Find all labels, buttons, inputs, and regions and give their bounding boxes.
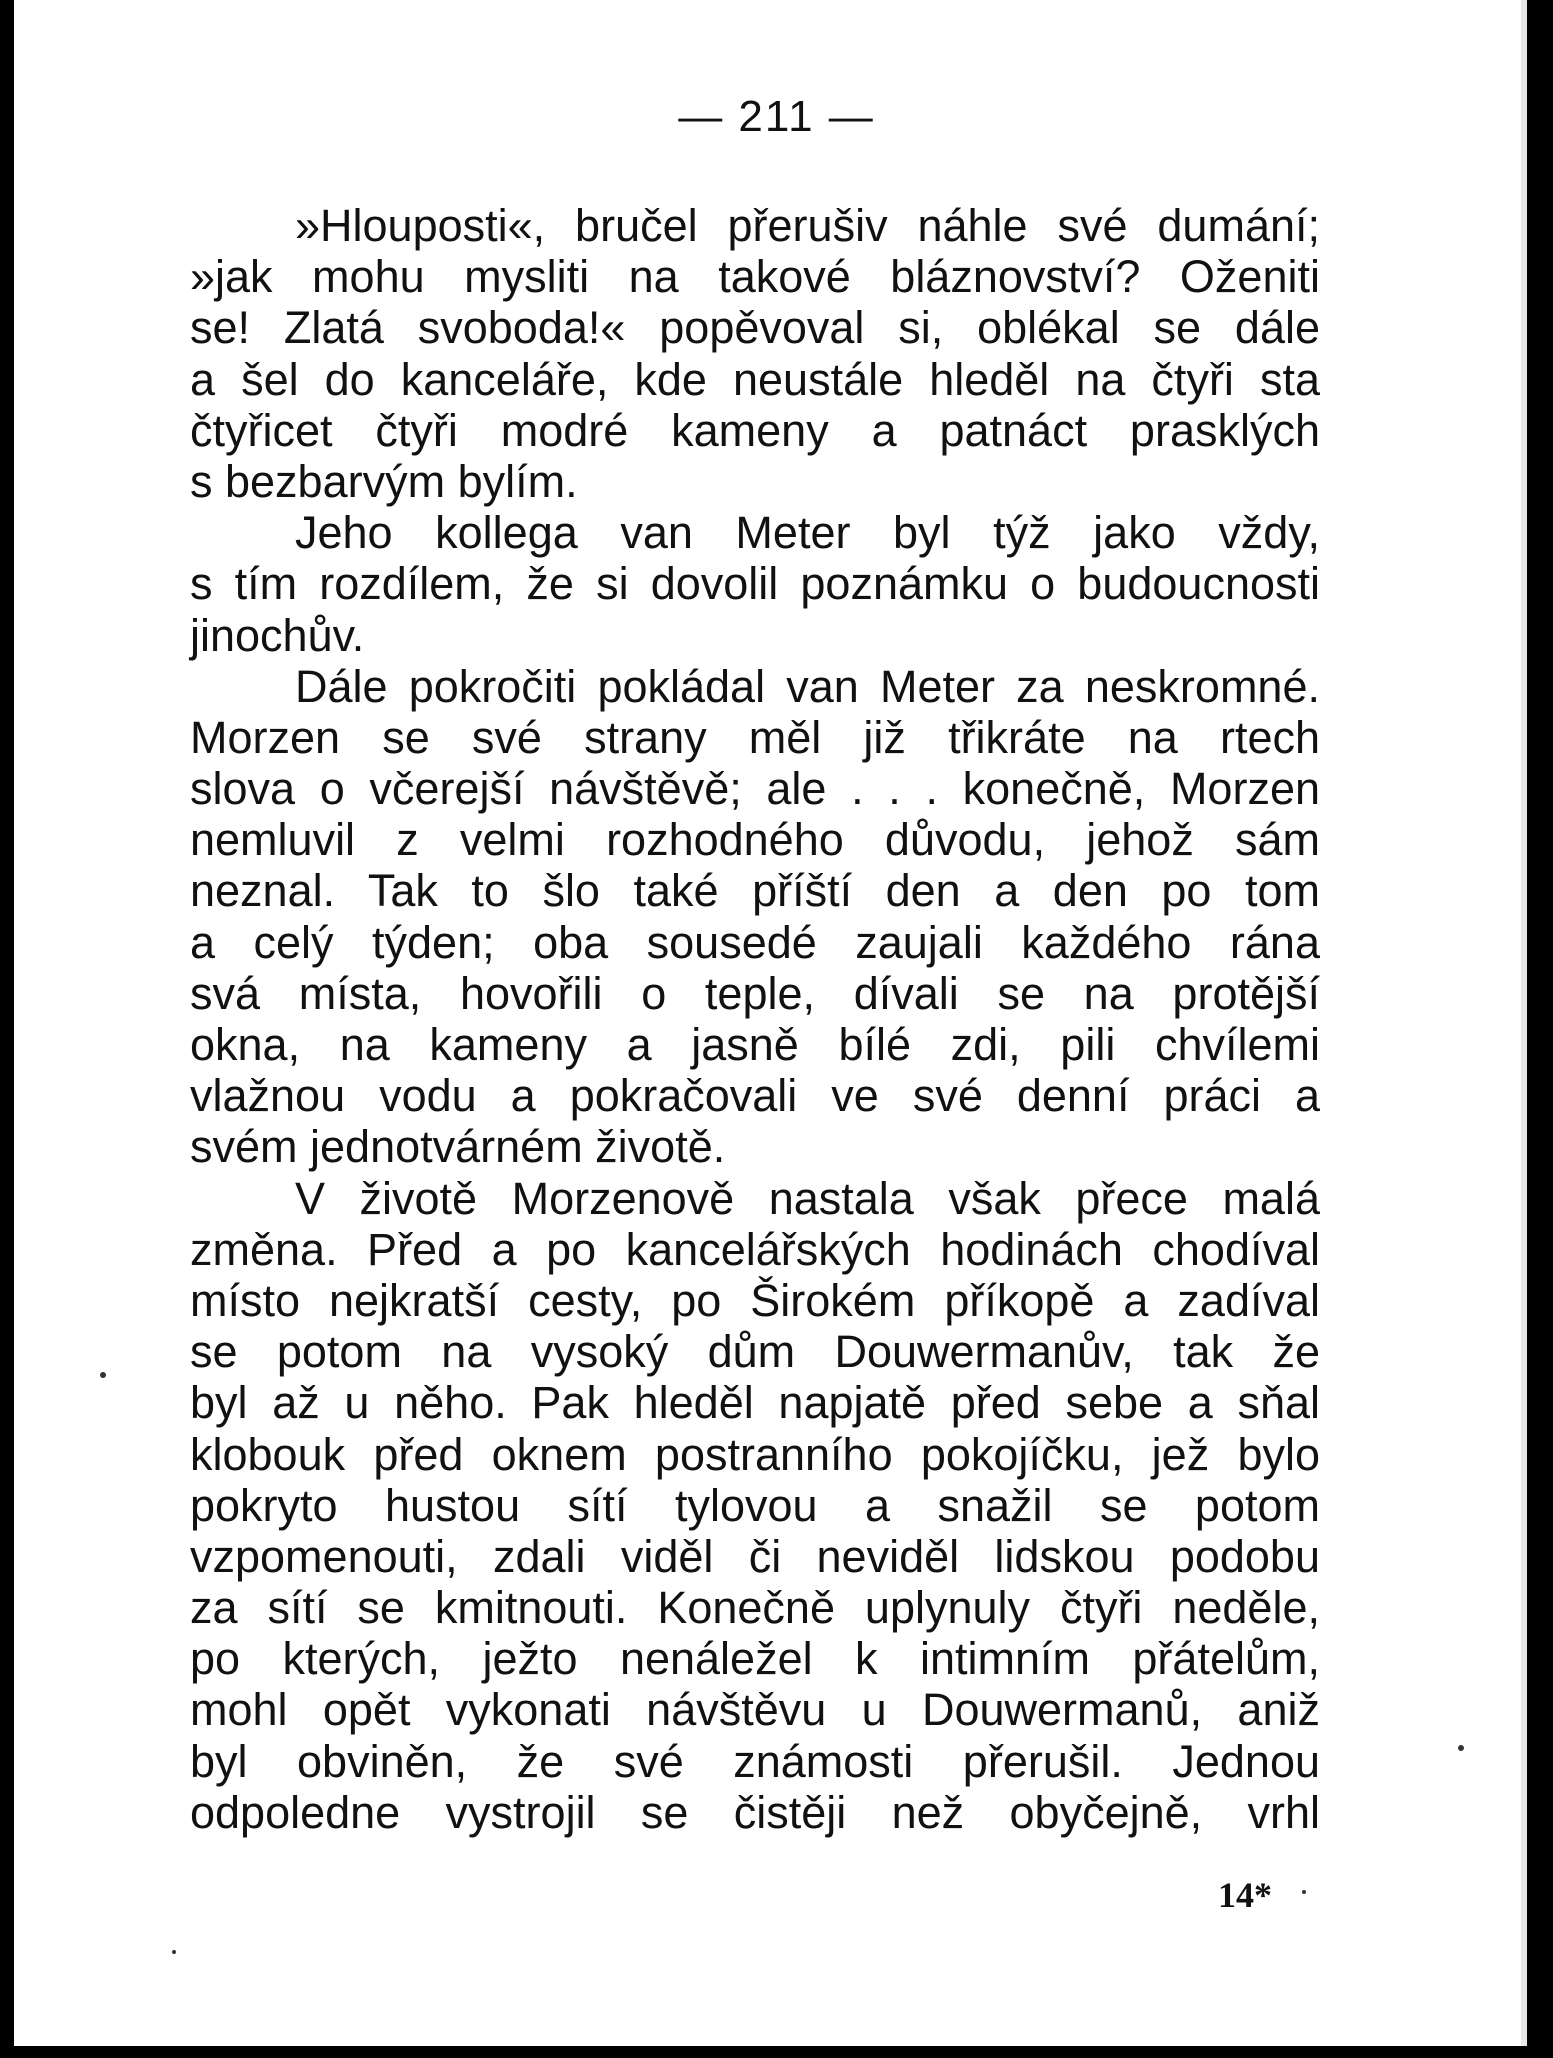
text-line bbox=[190, 1736, 1320, 1787]
line-text: místo nejkratší cesty, po Širokém příkopě a zadíval bbox=[190, 1274, 1320, 1326]
scan-border-bottom bbox=[0, 2046, 1553, 2058]
text-line bbox=[190, 1070, 1320, 1121]
scan-speck bbox=[100, 1372, 106, 1378]
line-text: svá místa, hovořili o teple, dívali se na protější bbox=[190, 967, 1320, 1019]
text-line bbox=[190, 1582, 1320, 1633]
text-line bbox=[190, 1377, 1320, 1428]
line-text: vlažnou vodu a pokračovali ve své denní práci a bbox=[190, 1070, 1320, 1122]
line-text: pokryto hustou sítí tylovou a snažil se potom bbox=[190, 1479, 1320, 1531]
text-line bbox=[190, 661, 1320, 712]
text-line bbox=[190, 917, 1320, 968]
line-text: V životě Morzenově nastala však přece malá bbox=[295, 1172, 1320, 1224]
line-text: nemluvil z velmi rozhodného důvodu, jehož sám bbox=[190, 814, 1320, 866]
line-text: se! Zlatá svoboda!« popěvoval si, oblékal se dále bbox=[190, 302, 1320, 354]
body-text bbox=[190, 200, 1320, 1838]
line-text: Dále pokročiti pokládal van Meter za neskromné. bbox=[295, 660, 1320, 712]
line-text: čtyřicet čtyři modré kameny a patnáct prasklých bbox=[190, 404, 1320, 456]
text-line bbox=[190, 814, 1320, 865]
text-line bbox=[190, 1684, 1320, 1735]
line-text: byl až u něho. Pak hleděl napjatě před sebe a sňal bbox=[190, 1377, 1320, 1429]
text-line bbox=[190, 1121, 1320, 1172]
text-line bbox=[190, 865, 1320, 916]
line-text: za sítí se kmitnouti. Konečně uplynuly čtyři neděle, bbox=[190, 1582, 1320, 1634]
text-line bbox=[190, 354, 1320, 405]
text-line bbox=[190, 507, 1320, 558]
line-text: »jak mohu mysliti na takové bláznovství? Oženiti bbox=[190, 251, 1320, 303]
scan-border-left bbox=[0, 0, 14, 2058]
line-text: jinochův. bbox=[190, 609, 365, 661]
text-line bbox=[190, 1531, 1320, 1582]
text-line bbox=[190, 968, 1320, 1019]
line-text: po kterých, ježto nenáležel k intimním přátelům, bbox=[190, 1633, 1320, 1685]
page-number: — 211 — bbox=[678, 92, 875, 141]
text-line bbox=[190, 302, 1320, 353]
line-text: a šel do kanceláře, kde neustále hleděl na čtyři sta bbox=[190, 353, 1320, 405]
line-text: změna. Před a po kancelářských hodinách chodíval bbox=[190, 1223, 1320, 1275]
text-line bbox=[190, 1480, 1320, 1531]
line-text: svém jednotvárném životě. bbox=[190, 1121, 726, 1173]
line-text: odpoledne vystrojil se čistěji než obyčejně, vrhl bbox=[190, 1786, 1320, 1838]
line-text: vzpomenouti, zdali viděl či neviděl lidskou podobu bbox=[190, 1530, 1320, 1582]
scan-speck bbox=[172, 1950, 176, 1954]
line-text: s tím rozdílem, že si dovolil poznámku o budoucnosti bbox=[190, 558, 1320, 610]
text-line bbox=[190, 1787, 1320, 1838]
text-line bbox=[190, 1019, 1320, 1070]
text-line bbox=[190, 763, 1320, 814]
line-text: neznal. Tak to šlo také příští den a den po tom bbox=[190, 865, 1320, 917]
line-text: okna, na kameny a jasně bílé zdi, pili chvílemi bbox=[190, 1019, 1320, 1070]
line-text: Morzen se své strany měl již třikráte na rtech bbox=[190, 711, 1320, 763]
scan-speck bbox=[1458, 1745, 1464, 1751]
line-text: mohl opět vykonati návštěvu u Douwermanů, aniž bbox=[190, 1684, 1320, 1736]
text-line bbox=[190, 200, 1320, 251]
text-line bbox=[190, 610, 1320, 661]
text-line bbox=[190, 1633, 1320, 1684]
scan-border-right bbox=[1527, 0, 1553, 2058]
line-text: »Hlouposti«, bručel přerušiv náhle své dumání; bbox=[295, 200, 1320, 251]
text-line bbox=[190, 456, 1320, 507]
signature-mark: 14* bbox=[1218, 1875, 1272, 1915]
line-text: byl obviněn, že své známosti přerušil. Jednou bbox=[190, 1735, 1320, 1787]
line-text: klobouk před oknem postranního pokojíčku, jež bylo bbox=[190, 1428, 1320, 1480]
text-line bbox=[190, 1173, 1320, 1224]
text-line bbox=[190, 405, 1320, 456]
line-text: se potom na vysoký dům Douwermanův, tak že bbox=[190, 1326, 1320, 1378]
text-line bbox=[190, 558, 1320, 609]
text-line bbox=[190, 1429, 1320, 1480]
text-line bbox=[190, 1275, 1320, 1326]
text-line bbox=[190, 1224, 1320, 1275]
line-text: slova o včerejší návštěvě; ale . . . konečně, Morzen bbox=[190, 763, 1320, 815]
line-text: s bezbarvým bylím. bbox=[190, 455, 578, 507]
scan-speck bbox=[1302, 1890, 1306, 1894]
text-line bbox=[190, 251, 1320, 302]
line-text: Jeho kollega van Meter byl týž jako vždy, bbox=[295, 507, 1320, 559]
line-text: a celý týden; oba sousedé zaujali každého rána bbox=[190, 916, 1320, 968]
text-line bbox=[190, 1326, 1320, 1377]
text-line bbox=[190, 712, 1320, 763]
